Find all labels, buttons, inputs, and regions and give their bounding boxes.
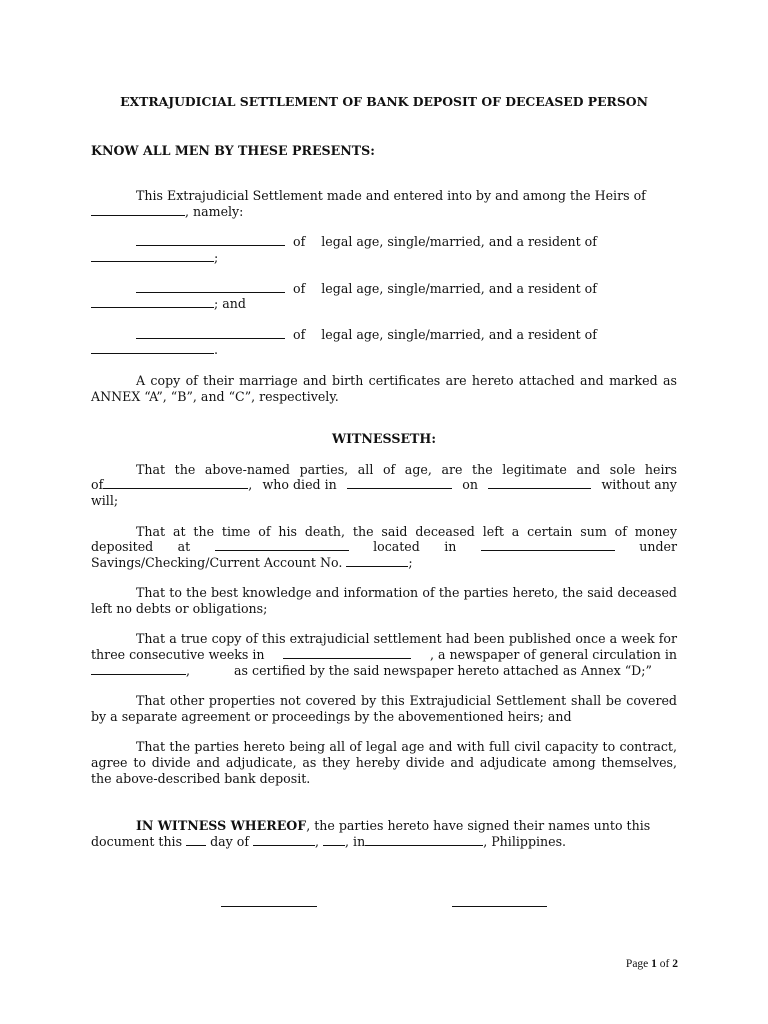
heir-text: legal age, single/married, and a resident of [321,234,597,250]
signature-area [0,906,768,908]
other-properties-paragraph: That other properties not covered by this Extrajudicial Settlement shall be covered by a separate agreement or proceedings by the abovementioned heirs; and [91,693,677,724]
in-label: , in [345,833,366,849]
at-label: at [177,539,191,555]
heir-entry-3 [91,327,677,358]
page-total: 2 [672,958,678,970]
document-body [91,94,677,864]
heir-name-blank[interactable] [136,234,285,246]
heir-end: . [214,342,219,358]
day-of-label: day of [210,833,250,849]
heir-text: legal age, single/married, and a resident of [321,280,597,296]
day-blank[interactable] [186,834,206,846]
account-label: Savings/Checking/Current Account No. [91,554,343,570]
circulation-place-blank[interactable] [91,663,186,675]
intro-line2: , namely: [185,203,244,219]
heir-residence-blank[interactable] [91,342,214,354]
city-blank[interactable] [365,834,483,846]
document-title: EXTRAJUDICIAL SETTLEMENT OF BANK DEPOSIT OF DECEASED PERSON [120,94,648,109]
heir-of: of [293,280,306,296]
witness-whereof-bold: IN WITNESS WHEREOF [136,818,307,834]
witness-whereof-rest: , the parties hereto have signed their names unto this [306,818,651,834]
heir-name-blank[interactable] [136,327,285,339]
publish-paragraph: That a true copy of this extrajudicial settlement had been published once a week for three consecutive weeks in , a newspaper of general circulation in , as certified by the said newspaper hereto attached as Annex “D;” [91,631,677,678]
heir-text: legal age, single/married, and a resident of [321,326,597,342]
philippines-label: , Philippines. [483,833,567,849]
heirs-line3: will; [91,492,119,508]
death-date-blank[interactable] [488,477,591,489]
on-label: on [462,477,478,493]
debts-paragraph: That to the best knowledge and information of the parties hereto, the said deceased left no debts or obligations; [91,585,677,616]
page-label: Page [625,958,649,970]
page-of-label: of [659,958,670,970]
month-blank[interactable] [253,834,315,846]
located-label: located [373,539,420,555]
without-any: without any [601,477,677,493]
page-footer [626,958,678,970]
heirs-of: of [91,477,104,493]
newspaper-label: , a newspaper of general circulation in [429,647,677,663]
under-label: under [639,539,677,555]
heir-residence-blank[interactable] [91,296,214,308]
deceased-name-blank[interactable] [103,477,248,489]
heir-entry-1 [91,234,677,265]
heirs-of-blank[interactable] [91,204,185,216]
witnesseth-heading: WITNESSETH: [332,431,436,447]
newspaper-blank[interactable] [283,647,411,659]
account-number-blank[interactable] [346,555,408,567]
annex-paragraph: A copy of their marriage and birth certificates are hereto attached and marked as ANNEX “A”, “B”, and “C”, respectively. [91,372,677,404]
signature-line-right[interactable] [452,906,547,907]
certified-label: as certified by the said newspaper hereto attached as Annex “D;” [234,662,652,678]
heirs-line1: That the above-named parties, all of age, are the legitimate and sole heirs [136,461,677,477]
in-label: in [444,539,457,555]
heirs-paragraph: That the above-named parties, all of age, are the legitimate and sole heirs of , who died in on without any will; [91,461,677,508]
deposit-paragraph: That at the time of his death, the said deceased left a certain sum of money deposited at located in under Savings/Checking/Current Account No. ; [91,523,677,570]
witness-whereof-paragraph: IN WITNESS WHEREOF, the parties hereto have signed their names unto this document this day of , , in , Philippines. [91,818,651,849]
know-all-men-heading: KNOW ALL MEN BY THESE PRESENTS: [91,142,375,158]
deposit-line1: That at the time of his death, the said deceased left a certain sum of money [136,523,677,539]
three-weeks-label: three consecutive weeks in [91,647,265,663]
bank-name-blank[interactable] [215,539,349,551]
capacity-paragraph: That the parties hereto being all of legal age and with full civil capacity to contract, agree to divide and adjudicate, as they hereby divide and adjudicate among themselves, the above-described bank deposit. [91,739,677,786]
heir-of: of [293,234,306,250]
publish-line1: That a true copy of this extrajudicial settlement had been published once a week for [136,631,677,647]
heir-residence-blank[interactable] [91,250,214,262]
who-died-in: who died in [262,477,337,493]
year-blank[interactable] [323,834,345,846]
heir-end: ; [214,249,219,265]
bank-location-blank[interactable] [481,539,615,551]
heir-name-blank[interactable] [136,281,285,293]
signature-line-left[interactable] [221,906,317,907]
intro-line1: This Extrajudicial Settlement made and entered into by and among the Heirs of [136,188,646,204]
death-place-blank[interactable] [347,477,452,489]
intro-paragraph [91,188,677,219]
heir-end: ; and [214,296,246,312]
deposited-label: deposited [91,539,154,555]
document-this-label: document this [91,833,183,849]
heir-entry-2 [91,281,677,312]
heir-of: of [293,326,306,342]
page-number: 1 [651,958,657,970]
